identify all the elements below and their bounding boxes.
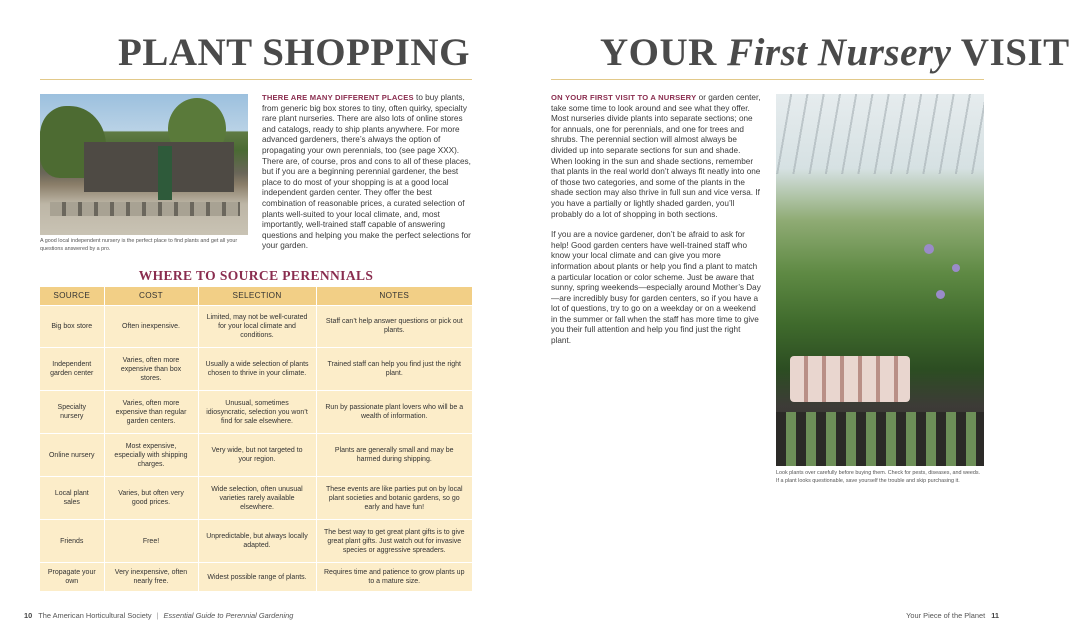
table-header-row: [40, 287, 472, 305]
cell-selection: Very wide, but not targeted to your region.: [198, 434, 316, 477]
table-row: [40, 391, 472, 434]
intro-lead: THERE ARE MANY DIFFERENT PLACES: [262, 93, 414, 102]
cell-source: Propagate your own: [40, 563, 104, 591]
title-suffix: VISIT: [951, 31, 1070, 74]
nursery-visit-text: [551, 93, 761, 347]
header-source: SOURCE: [40, 287, 104, 305]
cell-source: Specialty nursery: [40, 391, 104, 434]
paragraph-1-text: or garden center, take some time to look around and see what they offer. Most nurseries divide plants into separate sections; one for annuals, one for perennials, and one for trees and shrubs. The perennial section will almost always be divided up into separate sections for sun and shade. When looking in the sun and shade sections, remember that plants in the real world don’t always fit neatly into one of those two categories, and some of the plants in the shade section may also thrive in full sun and vice versa. If you have a partially or lightly shaded garden, you’ll probably do a lot of shopping in both sections.: [551, 93, 761, 219]
table-title: WHERE TO SOURCE PERENNIALS: [138, 268, 374, 283]
cell-notes: Trained staff can help you find just the right plant.: [316, 348, 472, 391]
header-cost: COST: [104, 287, 198, 305]
cell-source: Local plant sales: [40, 477, 104, 520]
page-title-left: PLANT SHOPPING: [118, 31, 470, 74]
footer-book-title: Essential Guide to Perennial Gardening: [163, 611, 294, 620]
title-prefix: YOUR: [600, 31, 728, 74]
cell-cost: Very inexpensive, often nearly free.: [104, 563, 198, 591]
paragraph-1: [551, 93, 761, 220]
photo-caption-left: A good local independent nursery is the perfect place to find plants and get all your questions answered by a pro.: [40, 238, 238, 252]
footer-separator: |: [156, 611, 159, 620]
cell-source: Independent garden center: [40, 348, 104, 391]
table-row: [40, 563, 472, 591]
cell-cost: Varies, often more expensive than regular garden centers.: [104, 391, 198, 434]
header-selection: SELECTION: [198, 287, 316, 305]
cell-notes: These events are like parties put on by local plant societies and botanic gardens, so go early and have fun!: [316, 477, 472, 520]
table-row: [40, 520, 472, 563]
cell-source: Friends: [40, 520, 104, 563]
footer-section: Your Piece of the Planet: [906, 611, 986, 620]
cell-source: Big box store: [40, 305, 104, 348]
greenhouse-photo: [776, 94, 984, 466]
title-divider-right: [551, 79, 984, 80]
cell-cost: Varies, but often very good prices.: [104, 477, 198, 520]
cell-cost: Free!: [104, 520, 198, 563]
nursery-storefront-photo: [40, 94, 248, 235]
source-perennials-table: [40, 287, 472, 591]
title-italic: First Nursery: [727, 31, 952, 74]
cell-cost: Most expensive, especially with shipping charges.: [104, 434, 198, 477]
footer-publisher: The American Horticultural Society: [38, 611, 152, 620]
cell-cost: Often inexpensive.: [104, 305, 198, 348]
header-notes: NOTES: [316, 287, 472, 305]
cell-selection: Limited, may not be well-curated for your local climate and conditions.: [198, 305, 316, 348]
cell-selection: Wide selection, often unusual varieties rarely available elsewhere.: [198, 477, 316, 520]
cell-selection: Widest possible range of plants.: [198, 563, 316, 591]
title-divider-left: [40, 79, 472, 80]
intro-paragraph: [262, 93, 474, 252]
table-row: [40, 305, 472, 348]
cell-notes: Requires time and patience to grow plants up to a mature size.: [316, 563, 472, 591]
cell-selection: Unpredictable, but always locally adapted.: [198, 520, 316, 563]
table-row: [40, 434, 472, 477]
photo-caption-right: Look plants over carefully before buying them. Check for pests, diseases, and weeds. If a plant looks questionable, save yourself the trouble and skip purchasing it.: [776, 470, 981, 484]
footer-left: [24, 611, 293, 620]
cell-cost: Varies, often more expensive than box stores.: [104, 348, 198, 391]
table-row: [40, 348, 472, 391]
table-row: [40, 477, 472, 520]
page-number-right: 11: [991, 611, 999, 620]
cell-notes: Plants are generally small and may be harmed during shipping.: [316, 434, 472, 477]
cell-selection: Usually a wide selection of plants chosen to thrive in your climate.: [198, 348, 316, 391]
cell-source: Online nursery: [40, 434, 104, 477]
cell-notes: Staff can’t help answer questions or pick out plants.: [316, 305, 472, 348]
cell-notes: Run by passionate plant lovers who will be a wealth of information.: [316, 391, 472, 434]
page-number-left: 10: [24, 611, 33, 620]
visit-lead: ON YOUR FIRST VISIT TO A NURSERY: [551, 93, 697, 102]
page-title-right: [600, 30, 1070, 75]
cell-notes: The best way to get great plant gifts is to give great plant gifts. Just watch out for invasive species or aggressive spreaders.: [316, 520, 472, 563]
footer-right: [906, 611, 999, 620]
intro-text: to buy plants, from generic big box stores to tiny, often quirky, specialty rare plant nurseries. There are also lots of online stores and catalogs, ready to ship plants anywhere. For more advanced gardeners, there’s always the option of propagating your own perennials, too (see page XXX). There are, of course, pros and cons to all of these places, but if you are a beginning perennial gardener, the best place to do most of your shopping is at a good local independent garden center. They offer the best combination of reasonable prices, a curated selection of plants well-suited to your local climate, and, most importantly, well-trained staff capable of answering questions and helping you make the perfect selections for your garden.: [262, 93, 471, 251]
cell-selection: Unusual, sometimes idiosyncratic, selection you won’t find for sale elsewhere.: [198, 391, 316, 434]
paragraph-2: If you are a novice gardener, don’t be afraid to ask for help! Good garden centers have well-trained staff who know your local climate and can give you more information about plants or help you find a plant to match a particular location or color scheme. Just be aware that sunny, spring weekends—especially around Mother’s Day—are incredibly busy for garden centers, so if you have a lot of questions, try to go on a weekday or on a weekend in the summer or fall when the staff has more time to give you their full attention and help you find just the right plant.: [551, 230, 761, 346]
